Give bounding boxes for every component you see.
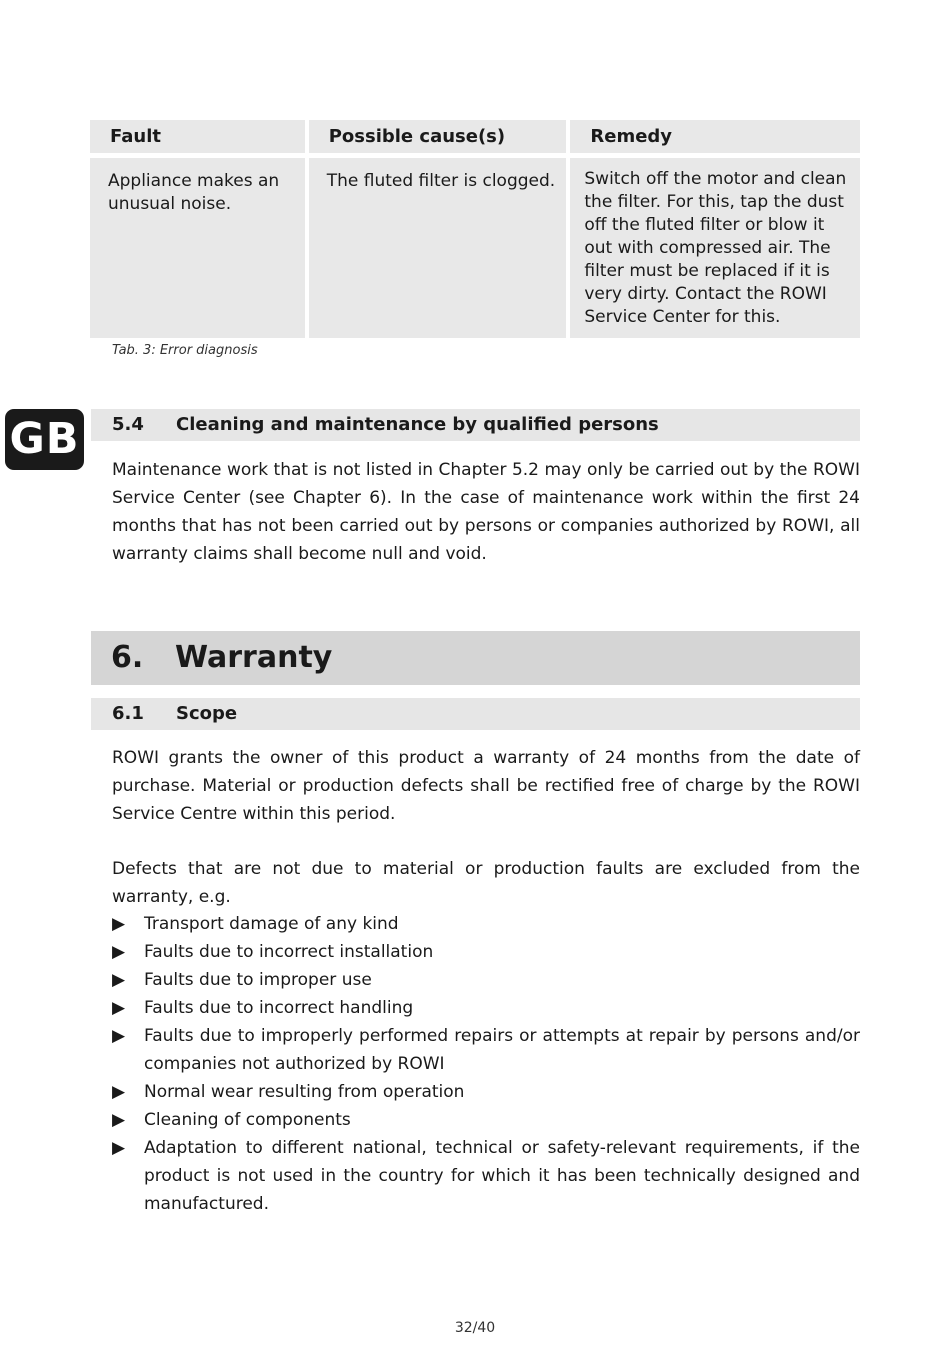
cell-fault: Appliance makes an unusual noise. xyxy=(90,158,305,338)
section-heading-5-4 xyxy=(91,409,860,441)
header-remedy: Remedy xyxy=(570,120,860,153)
bullet-arrow-icon: ▶ xyxy=(112,1138,126,1158)
list-item: ▶ Adaptation to different national, technical or safety-relevant requirements, if the product is not used in the country for which it has been technically designed and manufactured. xyxy=(112,1134,860,1218)
section-title: Scope xyxy=(176,703,238,724)
error-diagnosis-table xyxy=(90,120,860,338)
chapter-title: Warranty xyxy=(175,640,333,675)
section-6-1-paragraph-2: Defects that are not due to material or production faults are excluded from the warranty, e.g. xyxy=(112,859,860,907)
bullet-arrow-icon: ▶ xyxy=(112,1026,126,1046)
section-number: 6.1 xyxy=(112,703,144,724)
list-item: ▶ Normal wear resulting from operation xyxy=(112,1078,860,1106)
section-number: 5.4 xyxy=(112,414,144,435)
list-item: ▶ Faults due to improper use xyxy=(112,966,860,994)
section-title: Cleaning and maintenance by qualified persons xyxy=(176,414,659,435)
list-item: ▶ Cleaning of components xyxy=(112,1106,860,1134)
table-header-row xyxy=(90,120,860,153)
chapter-number: 6. xyxy=(111,640,144,675)
cell-remedy: Switch off the motor and clean the filter. For this, tap the dust off the fluted filter or blow it out with compressed air. The filter must be replaced if it is very dirty. Contact the ROWI Service Center for this. xyxy=(570,158,860,338)
bullet-arrow-icon: ▶ xyxy=(112,998,126,1018)
list-item: ▶ Faults due to incorrect installation xyxy=(112,938,860,966)
table-caption: Tab. 3: Error diagnosis xyxy=(112,343,258,358)
header-possible-causes: Possible cause(s) xyxy=(309,120,567,153)
list-item: ▶ Faults due to incorrect handling xyxy=(112,994,860,1022)
section-5-4-text: Maintenance work that is not listed in Chapter 5.2 may only be carried out by the ROWI Service Center (see Chapter 6). In the case of maintenance work within the first 24 months that has not been carried out by persons or companies authorized by ROWI, all warranty claims shall become null and void. xyxy=(112,460,860,564)
section-6-1-paragraph-1: ROWI grants the owner of this product a warranty of 24 months from the date of purchase. Material or production defects shall be rectified free of charge by the ROWI Service Centre within this period. xyxy=(112,748,860,824)
bullet-arrow-icon: ▶ xyxy=(112,914,126,934)
bullet-arrow-icon: ▶ xyxy=(112,1082,126,1102)
list-item: ▶ Transport damage of any kind xyxy=(112,910,860,938)
list-item: ▶ Faults due to improperly performed repairs or attempts at repair by persons and/or companies not authorized by ROWI xyxy=(112,1022,860,1078)
bullet-arrow-icon: ▶ xyxy=(112,970,126,990)
exclusions-list xyxy=(112,910,860,1218)
section-heading-6-1 xyxy=(91,698,860,730)
bullet-arrow-icon: ▶ xyxy=(112,1110,126,1130)
table-row xyxy=(90,158,860,338)
page-number: 32/40 xyxy=(454,1320,496,1336)
header-fault: Fault xyxy=(90,120,305,153)
language-tab-badge: GB xyxy=(5,409,84,470)
cell-cause: The fluted filter is clogged. xyxy=(309,158,567,338)
chapter-heading-6 xyxy=(91,631,860,685)
bullet-arrow-icon: ▶ xyxy=(112,942,126,962)
